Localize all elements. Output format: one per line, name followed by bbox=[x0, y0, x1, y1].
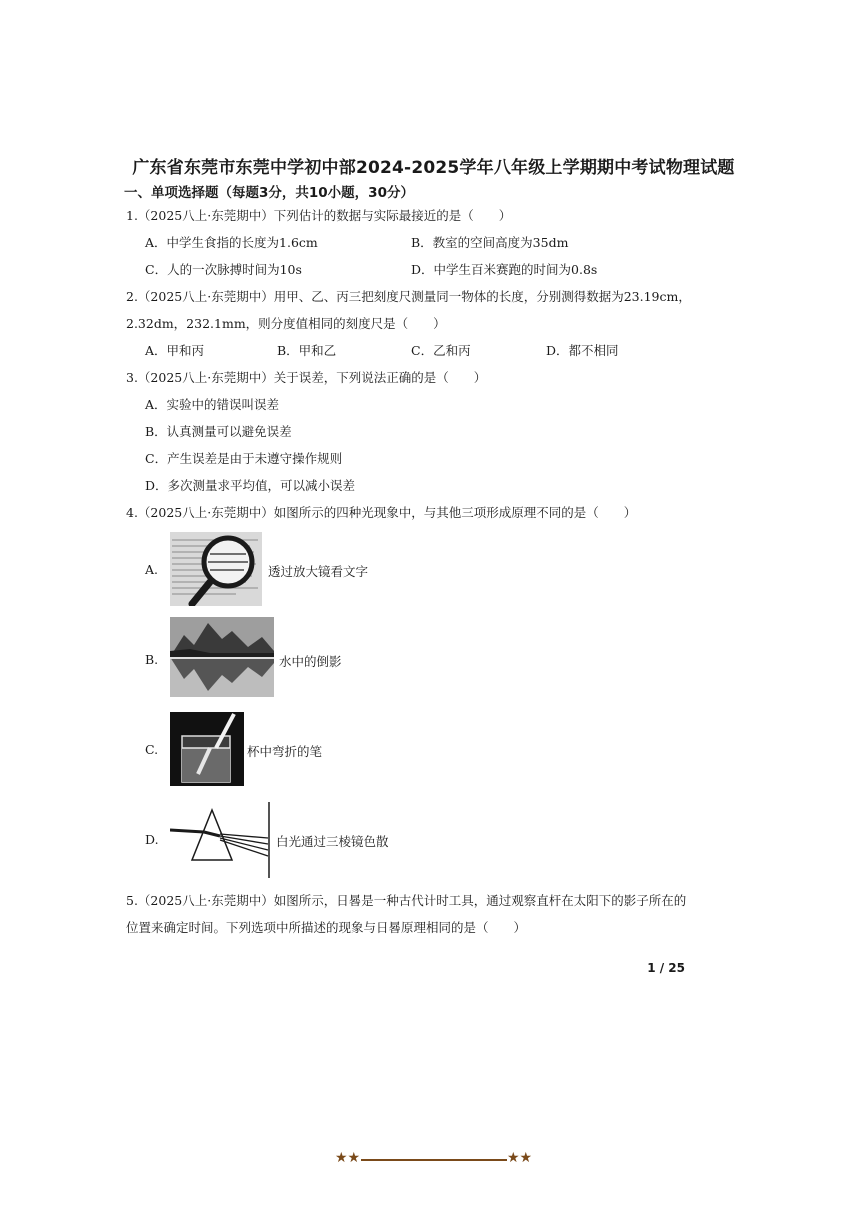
question-5-stem-line2: 位置来确定时间。下列选项中所描述的现象与日晷原理相同的是（ ） bbox=[126, 920, 527, 935]
question-2-stem-line2: 2.32dm，232.1mm，则分度值相同的刻度尺是（ ） bbox=[126, 316, 446, 331]
prism-dispersion-image bbox=[170, 800, 274, 880]
q3-option-a: A．实验中的错误叫误差 bbox=[145, 397, 280, 412]
q1-option-c: C．人的一次脉搏时间为10s bbox=[145, 262, 302, 277]
q4-option-c-caption: 杯中弯折的笔 bbox=[247, 744, 323, 759]
q1-option-a: A．中学生食指的长度为1.6cm bbox=[145, 235, 318, 250]
q2-option-b: B．甲和乙 bbox=[277, 343, 337, 358]
q4-option-b-caption: 水中的倒影 bbox=[279, 654, 342, 669]
footer-divider bbox=[361, 1159, 507, 1161]
page-title: 广东省东莞市东莞中学初中部2024-2025学年八年级上学期期中考试物理试题 bbox=[132, 158, 735, 178]
magnifier-image bbox=[170, 532, 262, 606]
q4-option-d-caption: 白光通过三棱镜色散 bbox=[276, 834, 389, 849]
q2-option-c: C．乙和丙 bbox=[411, 343, 471, 358]
footer-ornament bbox=[335, 1150, 535, 1170]
lake-reflection-image bbox=[170, 617, 274, 697]
q4-option-c-letter: C. bbox=[145, 742, 159, 757]
q2-option-a: A．甲和丙 bbox=[145, 343, 205, 358]
q3-option-b: B．认真测量可以避免误差 bbox=[145, 424, 292, 439]
q1-option-b: B．教室的空间高度为35dm bbox=[411, 235, 569, 250]
footer-right-stars: ★★ bbox=[507, 1150, 533, 1166]
question-5-stem-line1: 5.（2025八上·东莞期中）如图所示，日晷是一种古代计时工具，通过观察直杆在太阳下的影子所在的 bbox=[126, 893, 687, 908]
q2-option-d: D．都不相同 bbox=[546, 343, 619, 358]
q3-option-c: C．产生误差是由于未遵守操作规则 bbox=[145, 451, 343, 466]
question-4-stem: 4.（2025八上·东莞期中）如图所示的四种光现象中，与其他三项形成原理不同的是（ ） bbox=[126, 505, 637, 520]
footer-left-stars: ★★ bbox=[335, 1150, 361, 1166]
question-1-stem: 1.（2025八上·东莞期中）下列估计的数据与实际最接近的是（ ） bbox=[126, 208, 512, 223]
q4-option-a-caption: 透过放大镜看文字 bbox=[268, 564, 369, 579]
q4-option-b-letter: B. bbox=[145, 652, 159, 667]
pen-in-glass-image bbox=[170, 712, 244, 786]
q3-option-d: D．多次测量求平均值，可以减小误差 bbox=[145, 478, 356, 493]
question-2-stem-line1: 2.（2025八上·东莞期中）用甲、乙、丙三把刻度尺测量同一物体的长度，分别测得数据为23.19cm， bbox=[126, 289, 691, 304]
q4-option-a-letter: A. bbox=[145, 562, 159, 577]
question-3-stem: 3.（2025八上·东莞期中）关于误差，下列说法正确的是（ ） bbox=[126, 370, 487, 385]
q4-option-d-letter: D. bbox=[145, 832, 159, 847]
section-heading: 一、单项选择题（每题3分，共10小题，30分） bbox=[124, 185, 414, 201]
q1-option-d: D．中学生百米赛跑的时间为0.8s bbox=[411, 262, 598, 277]
page-number: 1 / 25 bbox=[647, 961, 685, 975]
